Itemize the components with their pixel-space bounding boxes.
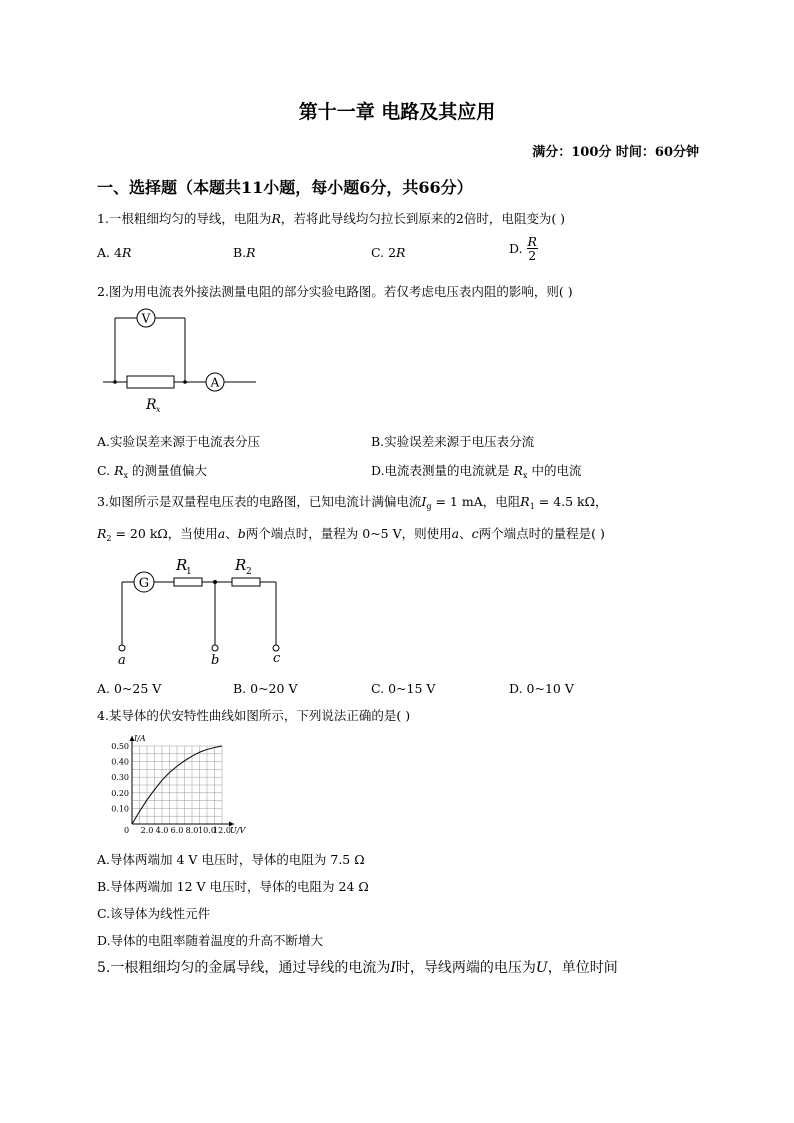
q3-term-a: a — [217, 526, 226, 541]
r1-subscript: 1 — [186, 567, 192, 577]
q3-ig-var: I — [421, 494, 427, 509]
resistor-r1 — [174, 578, 202, 586]
question-4: 4.某导体的伏安特性曲线如图所示，下列说法正确的是( ) — [97, 708, 411, 723]
q2-option-b[interactable]: B.实验误差来源于电压表分流 — [371, 434, 535, 449]
q3-r2-sub: 2 — [106, 534, 112, 543]
q2-option-c[interactable] — [97, 461, 207, 480]
section-heading: 一、选择题（本题共11小题，每小题6分，共66分） — [97, 178, 473, 197]
q3-r2-var: R — [97, 526, 107, 541]
q1-option-d[interactable] — [509, 235, 538, 262]
voltmeter-label: V — [141, 311, 151, 326]
q2-option-c-label: C. — [97, 463, 111, 478]
question-1 — [97, 209, 565, 227]
q1-option-b[interactable] — [233, 245, 256, 260]
q3-ig-sub: g — [426, 502, 432, 511]
q1-option-a[interactable] — [97, 245, 131, 260]
x-tick-label: 12.0 — [213, 826, 231, 835]
q3-ig-val: = 1 mA — [431, 494, 483, 509]
q2-option-d-label: D.电流表测量的电流就是 — [371, 463, 510, 478]
y-axis-label: I/A — [134, 734, 146, 743]
fraction-denominator: 2 — [528, 248, 537, 263]
q3-r1-val: = 4.5 kΩ — [534, 494, 595, 509]
q1-option-a-label: A. 4 — [97, 245, 122, 260]
q1-text-a: 1.一根粗细均匀的导线，电阻为 — [97, 211, 272, 226]
x-tick-label: 8.0 — [185, 826, 199, 835]
q3-text-e: 两个端点时，量程为 0~5 V，则使用 — [245, 526, 452, 541]
y-tick-label: 0.50 — [111, 742, 129, 751]
y-tick-label: 0.10 — [111, 804, 129, 814]
a-label: a — [118, 653, 126, 668]
q5-var-u: U — [535, 960, 548, 976]
q4-option-b[interactable]: B.导体两端加 12 V 电压时，导体的电阻为 24 Ω — [97, 879, 369, 894]
x-tick-label: 10.0 — [198, 826, 216, 835]
question-2: 2.图为用电流表外接法测量电阻的部分实验电路图。若仅考虑电压表内阻的影响，则( ) — [97, 284, 573, 299]
q3-term-b: b — [237, 526, 246, 541]
q3-term-c: c — [471, 526, 479, 541]
q2-option-a[interactable]: A.实验误差来源于电流表分压 — [97, 434, 261, 449]
q3-text-a: 3.如图所示是双量程电压表的电路图，已知电流计满偏电流 — [97, 494, 422, 509]
r2-subscript: 2 — [246, 567, 252, 577]
q1-option-c-var: R — [396, 245, 406, 260]
q3-option-c[interactable]: C. 0~15 V — [371, 681, 436, 696]
y-tick-label: 0.20 — [111, 788, 129, 798]
q3-text-d: ，当使用 — [167, 526, 218, 541]
q3-option-d[interactable]: D. 0~10 V — [509, 681, 574, 696]
fraction-numerator: R — [527, 234, 537, 249]
question-3-line-2 — [97, 524, 605, 543]
question-5 — [97, 957, 618, 977]
r2-label: R — [235, 556, 247, 574]
q1-option-c[interactable] — [371, 245, 405, 260]
q3-option-a[interactable]: A. 0~25 V — [97, 681, 162, 696]
resistor-r2 — [232, 578, 260, 586]
q4-option-a[interactable]: A.导体两端加 4 V 电压时，导体的电阻为 7.5 Ω — [97, 852, 365, 867]
q2-option-d[interactable] — [371, 461, 581, 480]
q3-r1-var: R — [520, 494, 530, 509]
q3-term-a2: a — [451, 526, 460, 541]
y-tick-label: 0.40 — [111, 757, 129, 767]
terminal-a — [119, 645, 125, 651]
q1-option-d-fraction — [527, 235, 538, 262]
q3-sep-1: 、 — [225, 526, 238, 541]
q3-sep-2: 、 — [459, 526, 472, 541]
q4-option-d[interactable]: D.导体的电阻率随着温度的升高不断增大 — [97, 933, 324, 948]
q3-text-f: 两个端点时的量程是( ) — [478, 526, 605, 541]
q3-circuit-figure — [112, 552, 292, 670]
q3-r2-val: = 20 kΩ — [111, 526, 168, 541]
q2-option-c-text: 的测量值偏大 — [132, 463, 208, 478]
page-title: 第十一章 电路及其应用 — [298, 101, 496, 123]
q4-iu-chart — [100, 728, 270, 840]
q5-text-a: 5.一根粗细均匀的金属导线，通过导线的电流为 — [97, 960, 391, 976]
x-tick-label: 4.0 — [155, 826, 169, 835]
galvanometer-label: G — [138, 576, 150, 591]
x-axis-label: U/V — [230, 826, 246, 835]
q3-text-b: ，电阻 — [482, 494, 521, 509]
question-3-line-1 — [97, 492, 608, 511]
ammeter-label: A — [210, 375, 220, 390]
q4-option-c[interactable]: C.该导体为线性元件 — [97, 906, 211, 921]
x-tick-label: 2.0 — [140, 826, 154, 835]
q2-option-d-var: R — [513, 463, 523, 478]
q1-option-a-var: R — [121, 245, 132, 260]
q2-circuit-figure — [100, 305, 260, 417]
q2-option-d-text: 中的电流 — [531, 463, 582, 478]
terminal-b — [212, 645, 218, 651]
q3-r1-sub: 1 — [529, 502, 535, 511]
q3-option-b[interactable]: B. 0~20 V — [233, 681, 298, 696]
rx-subscript: x — [156, 405, 161, 414]
score-info: 满分：100分 时间：60分钟 — [532, 145, 699, 160]
q3-text-c: ， — [595, 494, 608, 509]
q2-option-c-sub: x — [123, 471, 129, 480]
origin-label: 0 — [124, 826, 130, 835]
q5-text-c: ，单位时间 — [547, 960, 618, 976]
q2-option-d-sub: x — [522, 471, 528, 480]
q1-text-b: ，若将此导线均匀拉长到原来的2倍时，电阻变为( ) — [280, 211, 566, 226]
y-tick-label: 0.30 — [111, 773, 129, 783]
rx-label: R — [146, 397, 157, 413]
q1-var-r: R — [271, 211, 281, 226]
q2-option-c-var: R — [114, 463, 124, 478]
q1-option-b-label: B. — [233, 245, 247, 260]
r1-label: R — [176, 556, 188, 574]
x-tick-label: 6.0 — [170, 826, 184, 835]
q1-option-d-label: D. — [509, 241, 523, 256]
b-label: b — [211, 653, 220, 668]
c-label: c — [273, 651, 281, 666]
q5-text-b: 时，导线两端的电压为 — [395, 960, 536, 976]
q1-option-c-label: C. 2 — [371, 245, 397, 260]
q1-option-b-var: R — [246, 245, 256, 260]
resistor-rx — [127, 376, 174, 388]
q5-var-i: I — [390, 960, 396, 976]
